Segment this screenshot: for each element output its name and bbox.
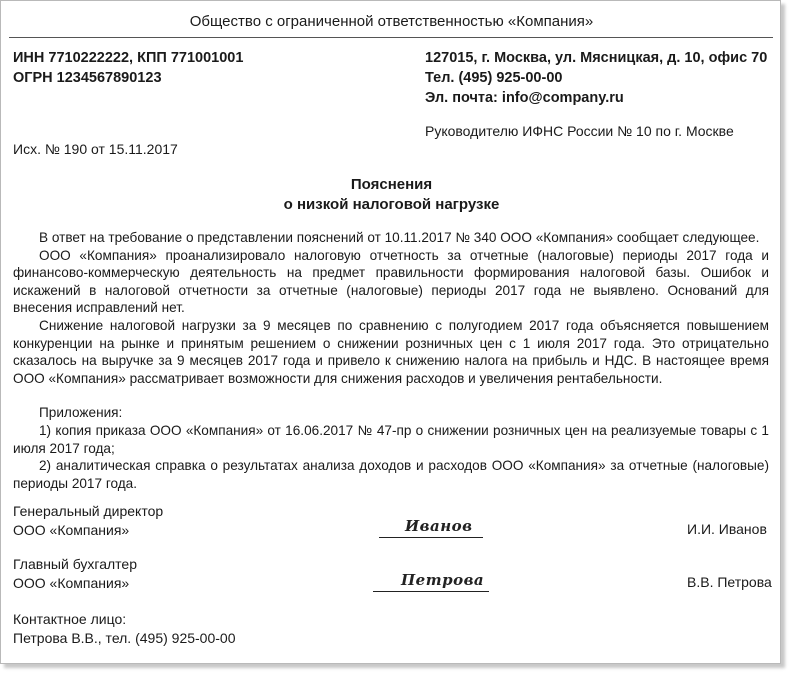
requisites-block [13,48,243,88]
attachment-2: 2) аналитическая справка о результатах анализа доходов и расходов ООО «Компания» за отчетные (налоговые) периоды 2017 года. [13,458,769,491]
header-divider [9,37,773,38]
paragraph-2: ООО «Компания» проанализировало налоговую отчетность за отчетные (налоговые) периоды 2017 года и финансово-коммерческую деятельность на предмет правильности формирования налоговой базы. Ошибок и искажений в налоговой отчетности за отчетные (налоговые) периоды 2017 года не выявлено. Оснований для внесения исправлений нет. [13,247,769,316]
signature-block-accountant [13,555,137,593]
signer-name-director: И.И. Иванов [687,521,767,537]
signer-company: ООО «Компания» [13,575,130,591]
email: Эл. почта: info@company.ru [425,90,624,106]
paragraph-1: В ответ на требование о представлении пояснений от 10.11.2017 № 340 ООО «Компания» сообщает следующее. [39,230,760,245]
paragraph-3: Снижение налоговой нагрузки за 9 месяцев по сравнению с полугодием 2017 года объясняется повышением конкуренции на рынке и принятым решением о снижении розничных цен с 1 июля 2017 года. Это отрицательно сказалось на выручке за 9 месяцев 2017 года и привело к снижению налога на прибыль и НДС. В настоящее время ООО «Компания» рассматривает возможности для снижения расходов и увеличения рентабельности. [13,317,769,386]
signer-position: Генеральный директор [13,503,164,519]
signer-company: ООО «Компания» [13,522,130,538]
handwritten-signature-accountant: Петрова [401,571,485,589]
signer-position: Главный бухгалтер [13,556,137,572]
address: 127015, г. Москва, ул. Мясницкая, д. 10, офис 70 [425,50,768,66]
contacts-block [425,48,767,108]
signature-block-director [13,502,163,540]
signature-line [379,537,483,538]
organization-name: Общество с ограниченной ответственностью «Компания» [189,13,594,30]
document-title [1,175,782,215]
signer-name-accountant: В.В. Петрова [687,574,772,590]
title-line-2: о низкой налоговой нагрузке [283,196,500,213]
contact-person [13,610,235,648]
ogrn: ОГРН 1234567890123 [13,70,162,86]
signature-line [373,591,489,592]
title-line-1: Пояснения [350,176,433,193]
contact-value: Петрова В.В., тел. (495) 925-00-00 [13,630,236,646]
attachment-1: 1) копия приказа ООО «Компания» от 16.06.2017 № 47-пр о снижении розничных цен на реализуемые товары с 1 июля 2017 года; [13,422,769,456]
letter-body [13,229,769,492]
attachments-label: Приложения: [39,405,123,421]
contact-label: Контактное лицо: [13,611,127,627]
inn-kpp: ИНН 7710222222, КПП 771001001 [13,50,244,66]
handwritten-signature-director: Иванов [405,517,473,535]
phone: Тел. (495) 925-00-00 [425,70,563,86]
outgoing-reference: Исх. № 190 от 15.11.2017 [13,141,178,157]
recipient: Руководителю ИФНС России № 10 по г. Москве [425,123,734,139]
